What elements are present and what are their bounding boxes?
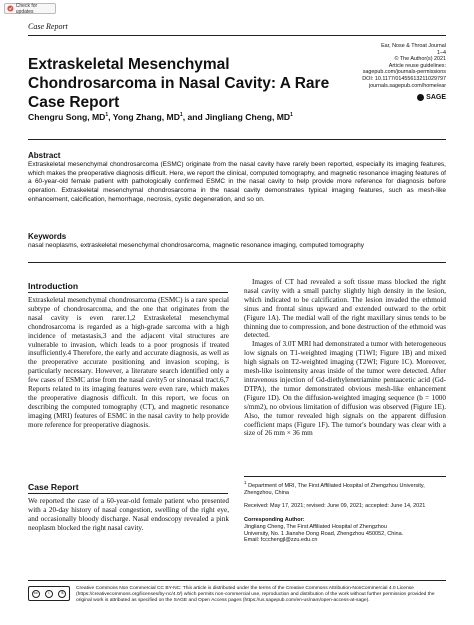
affiliation-footnote-mark: 1 — [244, 480, 247, 485]
affiliation-footnote — [244, 480, 446, 496]
case-report-text — [28, 497, 229, 533]
corresponding-author-line: University, No. 1 Jianshe Dong Road, Zhengzhou 450052, China. — [244, 530, 404, 537]
license-rule — [28, 580, 446, 581]
publisher-name: SAGE — [426, 94, 446, 101]
right-column-text — [244, 278, 446, 438]
corresponding-author-heading: Corresponding Author: — [244, 517, 305, 523]
affiliation-text: Department of MRI, The First Affiliated Hospital of Zhengzhou University, Zhengzhou, China — [244, 482, 425, 496]
page-range: 1–4 — [437, 49, 446, 56]
header-rule — [28, 35, 446, 36]
introduction-heading: Introduction — [28, 281, 79, 291]
journal-name: Ear, Nose & Throat Journal — [381, 43, 446, 49]
by-icon: i — [45, 590, 53, 598]
corresponding-author-email[interactable]: Email: fccchengjl@zzu.edu.cn — [244, 537, 318, 544]
affiliation-mark: 1 — [179, 112, 183, 119]
journal-info — [326, 43, 446, 89]
check-for-updates-badge[interactable] — [4, 3, 56, 14]
check-updates-icon — [7, 5, 14, 12]
license-text: Creative Commons Non Commercial CC BY-NC: This article is distributed under the terms of the Creative Commons Attribution-NonCommercial 4.0 License (https://creativecommons.org/licenses/by-nc/4.0/) which permits non-commercial use, reproduction and distribution of the work without further permission provided the original work is attributed as specified on the SAGE and Open Access pages (https://us.sagepub.com/en-us/nam/open-access-at-sage). — [76, 586, 435, 604]
received-dates: Received: May 17, 2021; revised: June 09, 2021; accepted: June 14, 2021 — [244, 503, 426, 509]
mri-findings-paragraph: Images of 3.0T MRI had demonstrated a tumor with heterogeneous low signals on T1-weighted imaging (T1WI; Figure 1B) and mixed high signals on T2-weighted imaging (T2WI; Figure 1C). Moreover, mesh-like isointensity areas inside of the tumor were detected. After intravenous injection of Gd-diethylenetriamine pentaacetic acid (Gd-DTPA), the tumor demonstrated obvious mesh-like enhancement (Figure 1D). On the diffusion-weighted imaging sequence (b = 1000 s/mm2), no obvious limitation of diffusion was observed (Figure 1E). Also, the tumor revealed high signals on the apparent diffusion coefficient maps (Figure 1F). The tumor's boundary was clear with a size of 26 mm × 36 mm — [244, 340, 446, 438]
author-name: and Jingliang Cheng, MD — [187, 112, 291, 122]
author-list: Chengru Song, $MD^1$, Yong Zhang, $MD^1$, and Jingliang Cheng, $MD^1$ — [28, 112, 293, 122]
journal-home-link[interactable]: journals.sagepub.com/home/ear — [368, 82, 446, 89]
abstract-bottom-rule — [28, 262, 446, 263]
introduction-paragraph: Extraskeletal mesenchymal chondrosarcoma (ESMC) is a rare special subtype of chondrosarcoma, and the one that originates from the nasal cavity is even rarer.1,2 Extraskeletal mesenchymal chondrosarcoma is regarded as a high-grade sarcoma with a high incidence of metastasis,3 and the adjacent vital structures are vulnerable to invasion, which leads to a poor prognosis if treated insufficiently.4 Therefore, the early and accurate diagnosis, as well as the preoperative accurate positioning and invasion scoping, is particularly necessary. However, a literature search identified only a few cases of ESMC arise from the nasal cavity5 or sinonasal tract.6,7 Reports related to its imaging features were even rare, which makes the preoperative diagnosis difficult. In this report, we focus on describing the computed tomography (CT), and magnetic resonance imaging (MRI) features of ESMC in the nasal cavity to help provide more reference for preoperative diagnosis. — [28, 296, 229, 429]
article-type: Case Report — [28, 22, 68, 31]
copyright: © The Author(s) 2021 — [394, 56, 446, 63]
case-report-heading: Case Report — [28, 482, 79, 492]
check-updates-label: Check for updates — [15, 2, 38, 15]
author-name: Yong Zhang, MD — [112, 112, 180, 122]
ct-findings-paragraph: Images of CT had revealed a soft tissue mass blocked the right nasal cavity with a small patchy slightly high density in the lesion, which indicated to be calcification. The lesion invaded the ethmoid sinus and frontal sinus upward and extended outward to the orbit (Figure 1A). The medial wall of the right maxillary sinus tends to be thinning due to compression, and bone destruction of the ethmoid was detected. — [244, 278, 446, 340]
abstract-text: Extraskeletal mesenchymal chondrosarcoma (ESMC) originate from the nasal cavity have rarely been reported, especially its imaging features, which makes the preoperative diagnosis difficult. Here, we report the clinical, computed tomography, and magnetic resonance imaging features of a 60-year-old female patient with pathologically confirmed ESMC in the nasal cavity to help provide more reference for diagnosis before operation. Extraskeletal mesenchymal chondrosarcoma in the nasal cavity demonstrates typical imaging features, such as mesh-like enhancement, calcification, hemorrhage, necrosis, cystic degeneration, and so on. — [28, 161, 446, 203]
keywords-text: nasal neoplasms, extraskeletal mesenchymal chondrosarcoma, magnetic resonance imaging, computed tomography — [28, 242, 365, 249]
article-title: Extraskeletal Mesenchymal Chondrosarcoma in Nasal Cavity: A Rare Case Report — [28, 56, 330, 111]
affiliation-mark: 1 — [290, 112, 293, 119]
author-name: Chengru Song, MD — [28, 112, 106, 122]
doi[interactable]: DOI: 10.1177/01455613211029797 — [362, 75, 446, 82]
footnote-rule — [244, 476, 446, 477]
nc-icon: $ — [58, 590, 66, 598]
corresponding-author-line: Jingliang Cheng, The First Affiliated Hospital of Zhengzhou — [244, 523, 387, 530]
abstract-top-rule — [28, 139, 446, 140]
corresponding-author — [244, 517, 446, 544]
sage-logo-icon — [417, 94, 424, 101]
introduction-text — [28, 296, 229, 430]
cc-icon: cc — [32, 590, 40, 598]
cc-license-badge[interactable] — [28, 586, 70, 601]
license-block — [28, 586, 446, 605]
keywords-heading: Keywords — [28, 232, 67, 241]
reuse-guidelines: Article reuse guidelines: — [388, 62, 446, 69]
introduction-rule — [28, 292, 228, 293]
publisher-logo — [417, 94, 446, 101]
affiliation-mark: 1 — [105, 112, 109, 119]
case-report-rule — [28, 493, 228, 494]
abstract-heading: Abstract — [28, 151, 61, 160]
permissions-link[interactable]: sagepub.com/journals-permissions — [362, 69, 446, 76]
case-report-paragraph: We reported the case of a 60-year-old female patient who presented with a 20-day history of nasal congestion, swelling of the right eye, and occasionally bloody discharge. Nasal endoscopy revealed a pink neoplasm blocked the right nasal cavity. — [28, 497, 229, 532]
